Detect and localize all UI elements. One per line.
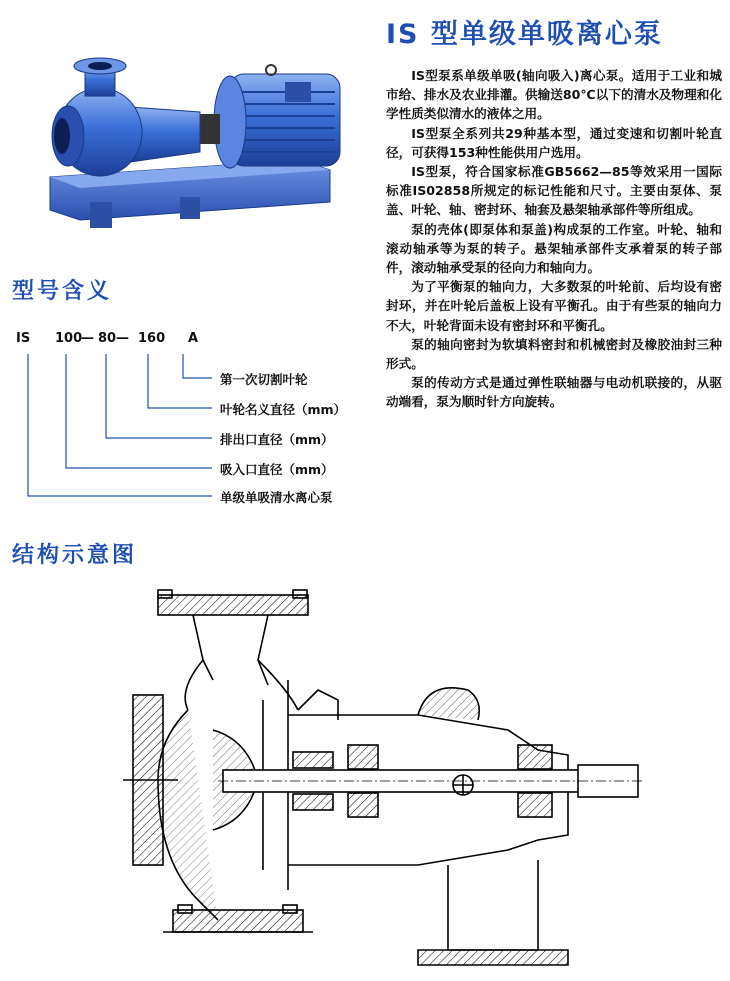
description-paragraph: 泵的轴向密封为软填料密封和机械密封及橡胶油封三种形式。 — [386, 336, 722, 372]
model-part-series: IS — [16, 331, 31, 346]
pump-product-image — [30, 52, 360, 232]
legend-pump-type: 单级单吸清水离心泵 — [220, 490, 333, 505]
legend-outlet-diameter: 排出口直径（mm） — [220, 432, 334, 447]
model-designation — [12, 331, 232, 351]
description-paragraph: 为了平衡泵的轴向力，大多数泵的叶轮前、后均设有密封环，并在叶轮后盖板上设有平衡孔。由于有些泵的轴向力不大，叶轮背面未设有密封环和平衡孔。 — [386, 279, 722, 333]
model-part-outlet: 80 — [98, 331, 117, 346]
model-part-dash: — — [81, 331, 94, 346]
legend-impeller-diameter: 叶轮名义直径（mm） — [220, 402, 347, 417]
description-paragraph: 泵的传动方式是通过弹性联轴器与电动机联接的，从驱动端看，泵为顺时针方向旋转。 — [386, 375, 722, 410]
model-part-impeller: 160 — [138, 331, 166, 346]
description-paragraph: IS型泵系单级单吸(轴向吸入)离心泵。适用于工业和城市给、排水及农业排灌。供输送80℃以下的清水及物理和化学性质类似清水的液体之用。 — [386, 68, 722, 122]
legend-inlet-diameter: 吸入口直径（mm） — [220, 462, 334, 477]
model-meaning-heading: 型号含义 — [12, 279, 113, 304]
model-part-dash: — — [116, 331, 129, 346]
structure-heading: 结构示意图 — [12, 543, 138, 568]
page-title: IS 型单级单吸离心泵 — [386, 19, 663, 50]
description-paragraph: IS型泵，符合国家标准GB5662—85等效采用一国际标准IS02858所规定的标记性能和尺寸。主要由泵体、泵盖、叶轮、轴、密封环、轴套及悬架轴承部件等所组成。 — [386, 164, 722, 218]
description-paragraph: 泵的壳体(即泵体和泵盖)构成泵的工作室。叶轮、轴和滚动轴承等为泵的转子。悬架轴承部件支承着泵的转子部件，滚动轴承受泵的径向力和轴向力。 — [386, 221, 722, 276]
legend-cut-impeller: 第一次切割叶轮 — [220, 372, 308, 387]
model-part-inlet: 100 — [55, 331, 83, 346]
model-part-cut: A — [188, 331, 199, 346]
description-text — [386, 66, 722, 412]
description-paragraph: IS型泵全系列共29种基本型，通过变速和切割叶轮直径，可获得153种性能供用户选用。 — [386, 125, 722, 160]
structure-cross-section-diagram — [118, 580, 648, 975]
